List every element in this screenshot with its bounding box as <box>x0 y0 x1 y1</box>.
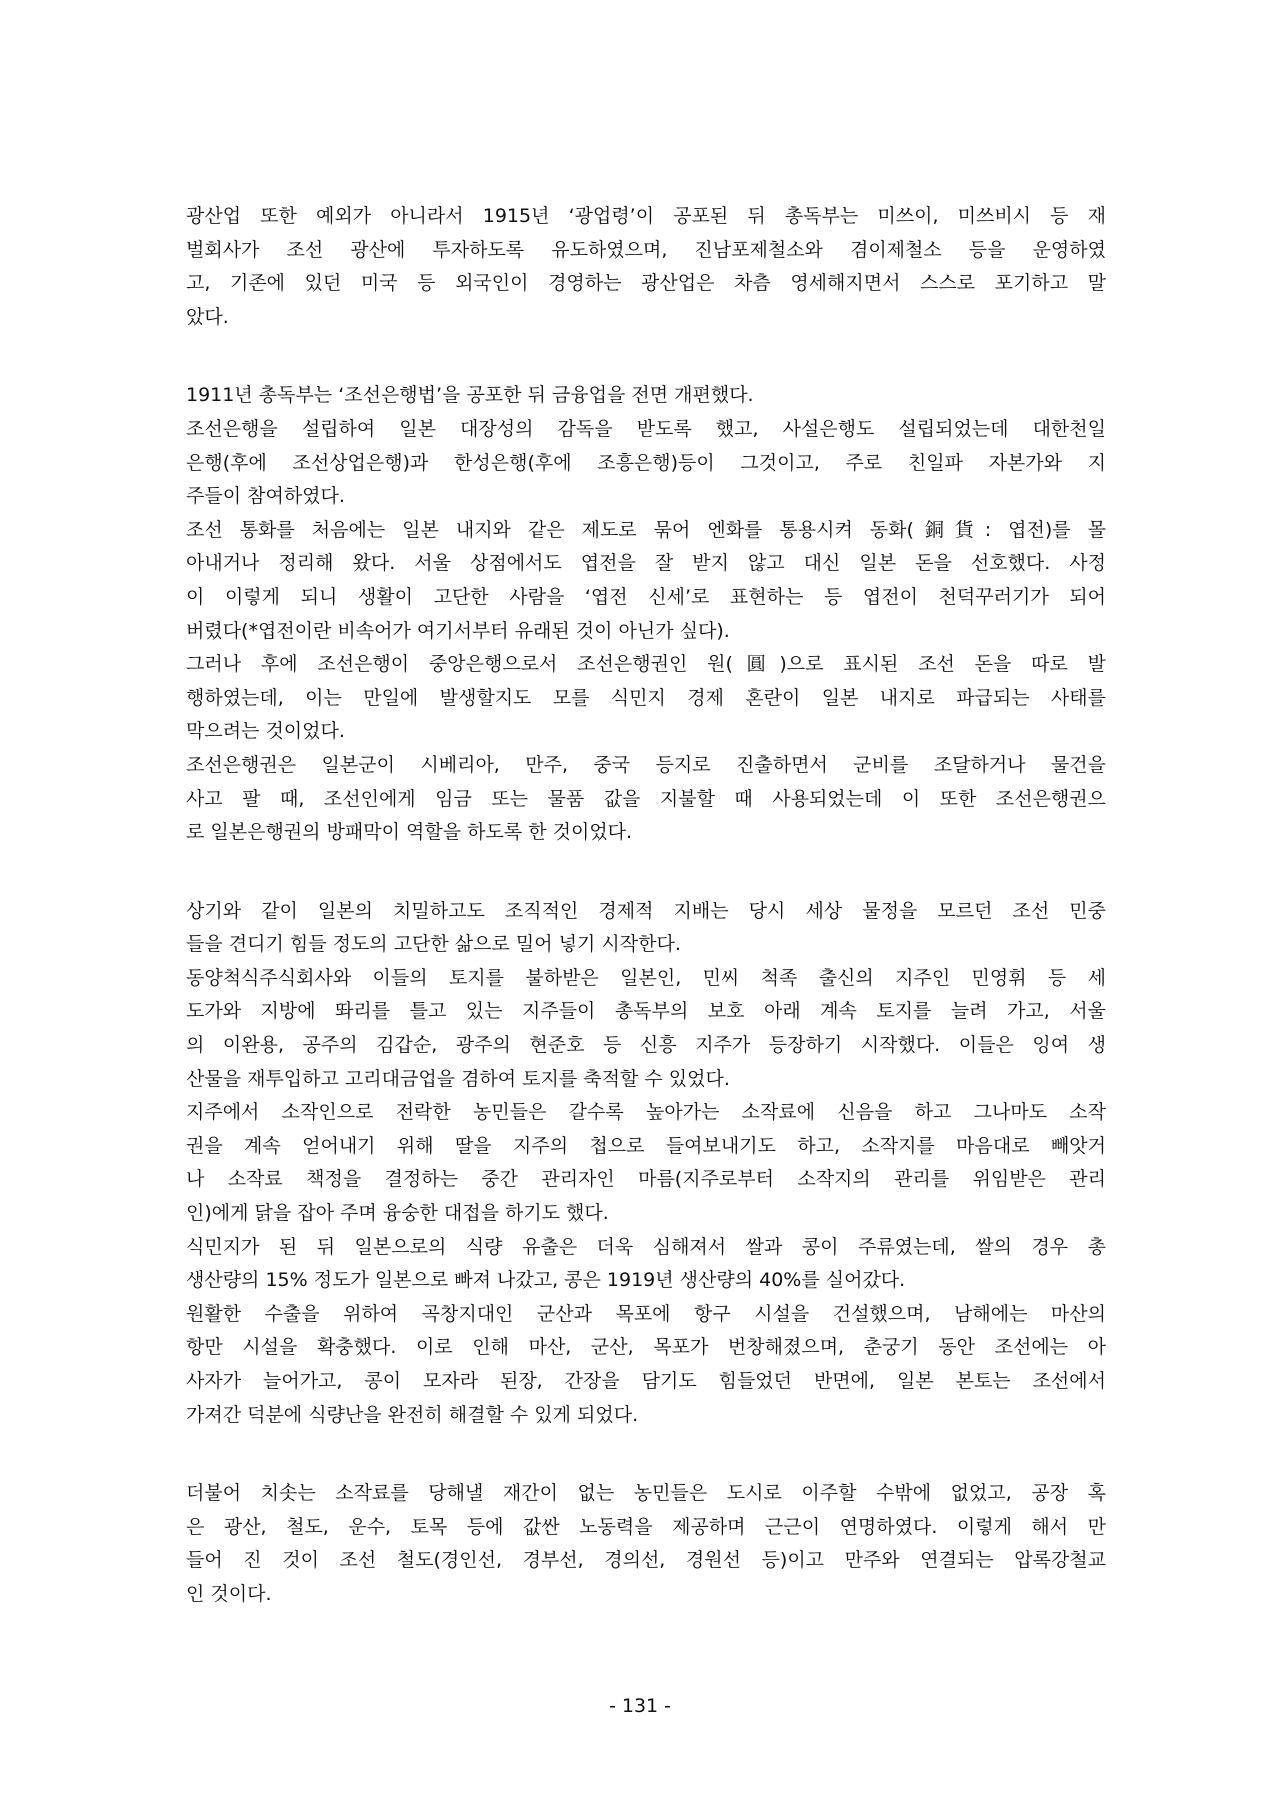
text-line: 들어 진 것이 조선 철도(경인선, 경부선, 경의선, 경원선 등)이고 만주와 연결되는 압록강철교 <box>186 1549 1106 1572</box>
paragraph <box>186 895 1106 962</box>
text-line: 사고 팔 때, 조선인에게 임금 또는 물품 값을 지불할 때 사용되었는데 이 또한 조선은행권으 <box>186 787 1106 810</box>
paragraph <box>186 962 1106 1096</box>
text-line: 권을 계속 얻어내기 위해 딸을 지주의 첩으로 들여보내기도 하고, 소작지를 마음대로 빼앗거 <box>186 1134 1106 1157</box>
paragraph <box>186 1477 1106 1611</box>
text-line: 동양척식주식회사와 이들의 토지를 불하받은 일본인, 민씨 척족 출신의 지주인 민영휘 등 세 <box>186 966 1106 989</box>
paragraph <box>186 1298 1106 1432</box>
text-line: 지주에서 소작인으로 전락한 농민들은 갈수록 높아가는 소작료에 신음을 하고 그나마도 소작 <box>186 1101 1106 1124</box>
text-line: 이 이렇게 되니 생활이 고단한 사람을 ‘엽전 신세’로 표현하는 등 엽전이 천덕꾸러기가 되어 <box>186 585 1106 608</box>
paragraph-group <box>186 1477 1106 1611</box>
text-line: 인)에게 닭을 잡아 주며 융숭한 대접을 하기도 했다. <box>186 1202 609 1225</box>
text-line: 상기와 같이 일본의 치밀하고도 조직적인 경제적 지배는 당시 세상 물정을 모르던 조선 민중 <box>186 899 1106 922</box>
text-line: 사자가 늘어가고, 콩이 모자라 된장, 간장을 담기도 힘들었던 반면에, 일본 본토는 조선에서 <box>186 1370 1106 1392</box>
paragraph <box>186 1231 1106 1298</box>
paragraph <box>186 200 1106 334</box>
text-line: 조선 통화를 처음에는 일본 내지와 같은 제도로 묶어 엔화를 통용시켜 동화(銅貨: 엽전)를 몰 <box>186 518 1106 541</box>
text-line: 은행(후에 조선상업은행)과 한성은행(후에 조흥은행)등이 그것이고, 주로 친일파 자본가와 지 <box>186 451 1106 474</box>
text-line: 고, 기존에 있던 미국 등 외국인이 경영하는 광산업은 차츰 영세해지면서 스스로 포기하고 말 <box>186 272 1106 295</box>
text-line: 았다. <box>186 305 229 328</box>
text-line: 식민지가 된 뒤 일본으로의 식량 유출은 더욱 심해져서 쌀과 콩이 주류였는데, 쌀의 경우 총 <box>186 1235 1106 1258</box>
paragraph <box>186 1096 1106 1230</box>
text-line: 조선은행을 설립하여 일본 대장성의 감독을 받도록 했고, 사설은행도 설립되었는데 대한천일 <box>186 417 1106 440</box>
text-line: 벌회사가 조선 광산에 투자하도록 유도하였으며, 진남포제철소와 겸이제철소 등을 운영하였 <box>186 238 1106 261</box>
paragraph-group <box>186 895 1106 1433</box>
text-line: 행하였는데, 이는 만일에 발생할지도 모를 식민지 경제 혼란이 일본 내지로 파급되는 사태를 <box>186 686 1106 709</box>
paragraph <box>186 413 1106 514</box>
text-line: 가져간 덕분에 식량난을 완전히 해결할 수 있게 되었다. <box>186 1403 639 1426</box>
text-line: 광산업 또한 예외가 아니라서 1915년 ‘광업령’이 공포된 뒤 총독부는 미쓰이, 미쓰비시 등 재 <box>186 205 1106 227</box>
text-line: 버렸다(*엽전이란 비속어가 여기서부터 유래된 것이 아닌가 싶다). <box>186 619 730 642</box>
text-line: 원활한 수출을 위하여 곡창지대인 군산과 목포에 항구 시설을 건설했으며, 남해에는 마산의 <box>186 1302 1106 1325</box>
text-line: 도가와 지방에 똬리를 틀고 있는 지주들이 총독부의 보호 아래 계속 토지를 늘려 가고, 서울 <box>186 1000 1106 1023</box>
paragraph <box>186 749 1106 850</box>
text-line: 은 광산, 철도, 운수, 토목 등에 값싼 노동력을 제공하며 근근이 연명하였다. 이렇게 해서 만 <box>186 1515 1106 1538</box>
text-line: 항만 시설을 확충했다. 이로 인해 마산, 군산, 목포가 번창해졌으며, 춘궁기 동안 조선에는 아 <box>186 1336 1106 1359</box>
text-line: 그러나 후에 조선은행이 중앙은행으로서 조선은행권인 원(圓)으로 표시된 조선 돈을 따로 발 <box>186 653 1106 676</box>
text-line: 인 것이다. <box>186 1582 272 1605</box>
text-line: 의 이완용, 공주의 김갑순, 광주의 현준호 등 신흥 지주가 등장하기 시작했다. 이들은 잉여 생 <box>186 1034 1106 1057</box>
text-line: 더불어 치솟는 소작료를 당해낼 재간이 없는 농민들은 도시로 이주할 수밖에 없었고, 공장 혹 <box>186 1482 1106 1505</box>
text-line: 주들이 참여하였다. <box>186 485 345 508</box>
text-line: 들을 견디기 힘들 정도의 고단한 삶으로 밀어 넣기 시작한다. <box>186 933 681 956</box>
text-line: 산물을 재투입하고 고리대금업을 겸하여 토지를 축적할 수 있었다. <box>186 1067 730 1090</box>
paragraph <box>186 379 1106 413</box>
page-number: - 131 - <box>608 1695 672 1717</box>
paragraph-group <box>186 379 1106 849</box>
text-line: 나 소작료 책정을 결정하는 중간 관리자인 마름(지주로부터 소작지의 관리를 위임받은 관리 <box>186 1168 1106 1191</box>
text-line: 막으려는 것이었다. <box>186 720 345 743</box>
paragraph <box>186 514 1106 648</box>
paragraph <box>186 648 1106 749</box>
text-line: 로 일본은행권의 방패막이 역할을 하도록 한 것이었다. <box>186 821 633 844</box>
text-line: 아내거나 정리해 왔다. 서울 상점에서도 엽전을 잘 받지 않고 대신 일본 돈을 선호했다. 사정 <box>186 552 1106 575</box>
text-line: 조선은행권은 일본군이 시베리아, 만주, 중국 등지로 진출하면서 군비를 조달하거나 물건을 <box>186 753 1106 776</box>
text-line: 생산량의 15% 정도가 일본으로 빠져 나갔고, 콩은 1919년 생산량의 40%를 실어갔다. <box>186 1269 906 1292</box>
page-body <box>186 200 1106 1612</box>
paragraph-group <box>186 200 1106 334</box>
text-line: 1911년 총독부는 ‘조선은행법’을 공포한 뒤 금융업을 전면 개편했다. <box>186 384 754 407</box>
